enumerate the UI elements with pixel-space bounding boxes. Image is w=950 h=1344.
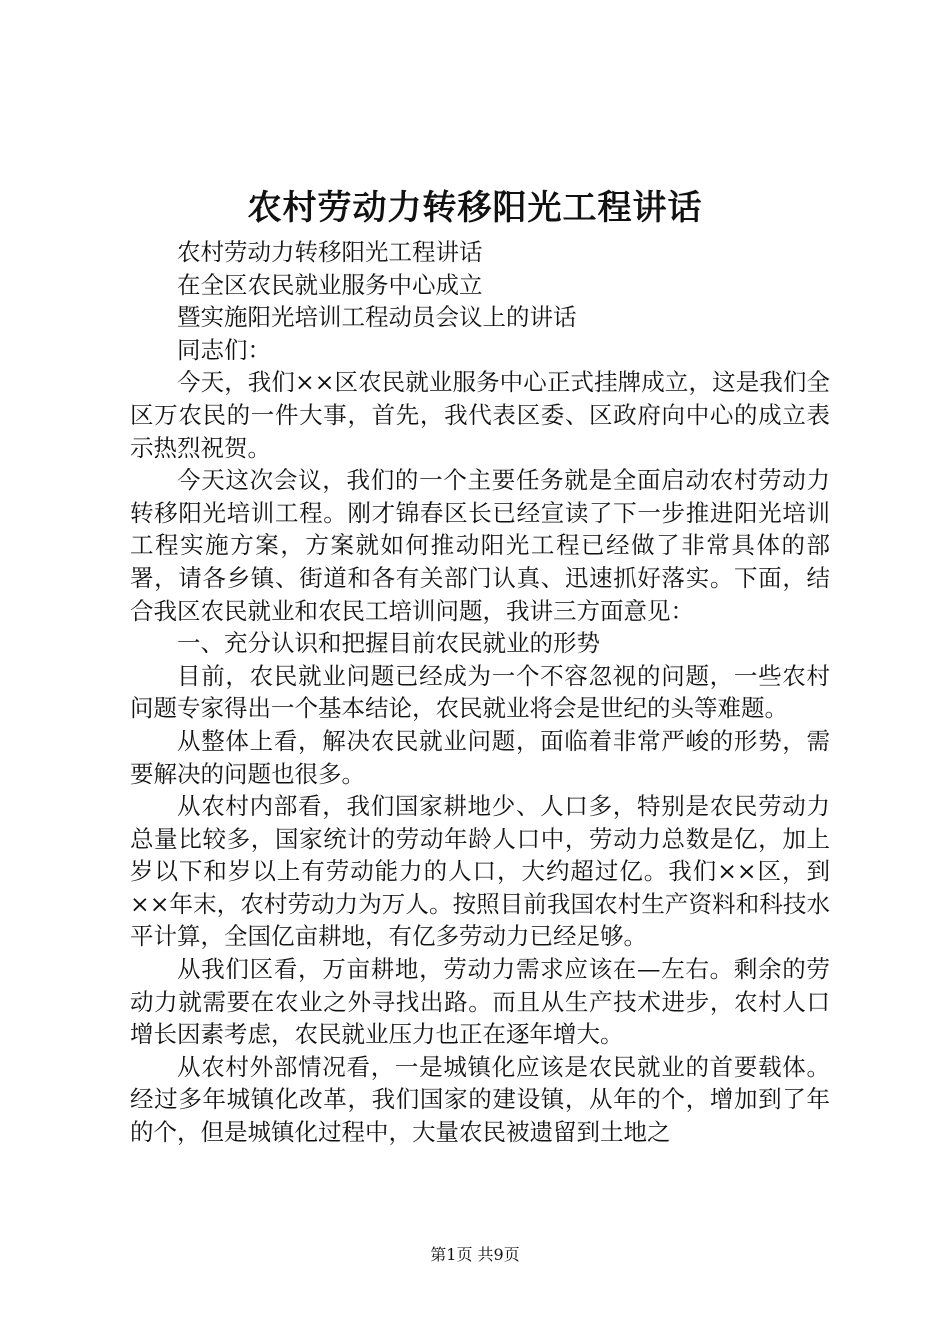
paragraph: 暨实施阳光培训工程动员会议上的讲话 (177, 303, 577, 332)
paragraph: 同志们： (177, 335, 271, 364)
document-body (130, 236, 830, 1149)
document-title: 农村劳动力转移阳光工程讲话 (247, 188, 703, 228)
section-heading: 一、充分认识和把握目前农民就业的形势 (177, 629, 600, 658)
paragraph: 目前，农民就业问题已经成为一个不容忽视的问题，一些农村问题专家得出一个基本结论，农民就业将会是世纪的头等难题。 (130, 661, 830, 723)
paragraph: 在全区农民就业服务中心成立 (177, 270, 483, 299)
paragraph: 从整体上看，解决农民就业问题，面临着非常严峻的形势，需要解决的问题也很多。 (130, 726, 830, 788)
page-number-footer: 第1页 共9页 (430, 1245, 520, 1264)
paragraph: 今天，我们××区农民就业服务中心正式挂牌成立，这是我们全区万农民的一件大事，首先，我代表区委、区政府向中心的成立表示热烈祝贺。 (130, 368, 830, 462)
paragraph: 今天这次会议，我们的一个主要任务就是全面启动农村劳动力转移阳光培训工程。刚才锦春区长已经宣读了下一步推进阳光培训工程实施方案，方案就如何推动阳光工程已经做了非常具体的部署，请各乡镇、街道和各有关部门认真、迅速抓好落实。下面，结合我区农民就业和农民工培训问题，我讲三方面意见： (130, 466, 830, 625)
paragraph: 从农村内部看，我们国家耕地少、人口多，特别是农民劳动力总量比较多，国家统计的劳动年龄人口中，劳动力总数是亿，加上岁以下和岁以上有劳动能力的人口，大约超过亿。我们××区，到××年末，农村劳动力为万人。按照目前我国农村生产资料和科技水平计算，全国亿亩耕地，有亿多劳动力已经足够。 (130, 792, 830, 951)
paragraph: 从农村外部情况看，一是城镇化应该是农民就业的首要载体。经过多年城镇化改革，我们国家的建设镇，从年的个，增加到了年的个，但是城镇化过程中，大量农民被遗留到土地之 (130, 1052, 830, 1147)
paragraph: 农村劳动力转移阳光工程讲话 (177, 238, 483, 266)
paragraph: 从我们区看，万亩耕地，劳动力需求应该在—左右。剩余的劳动力就需要在农业之外寻找出路。而且从生产技术进步，农村人口增长因素考虑，农民就业压力也正在逐年增大。 (130, 955, 830, 1049)
